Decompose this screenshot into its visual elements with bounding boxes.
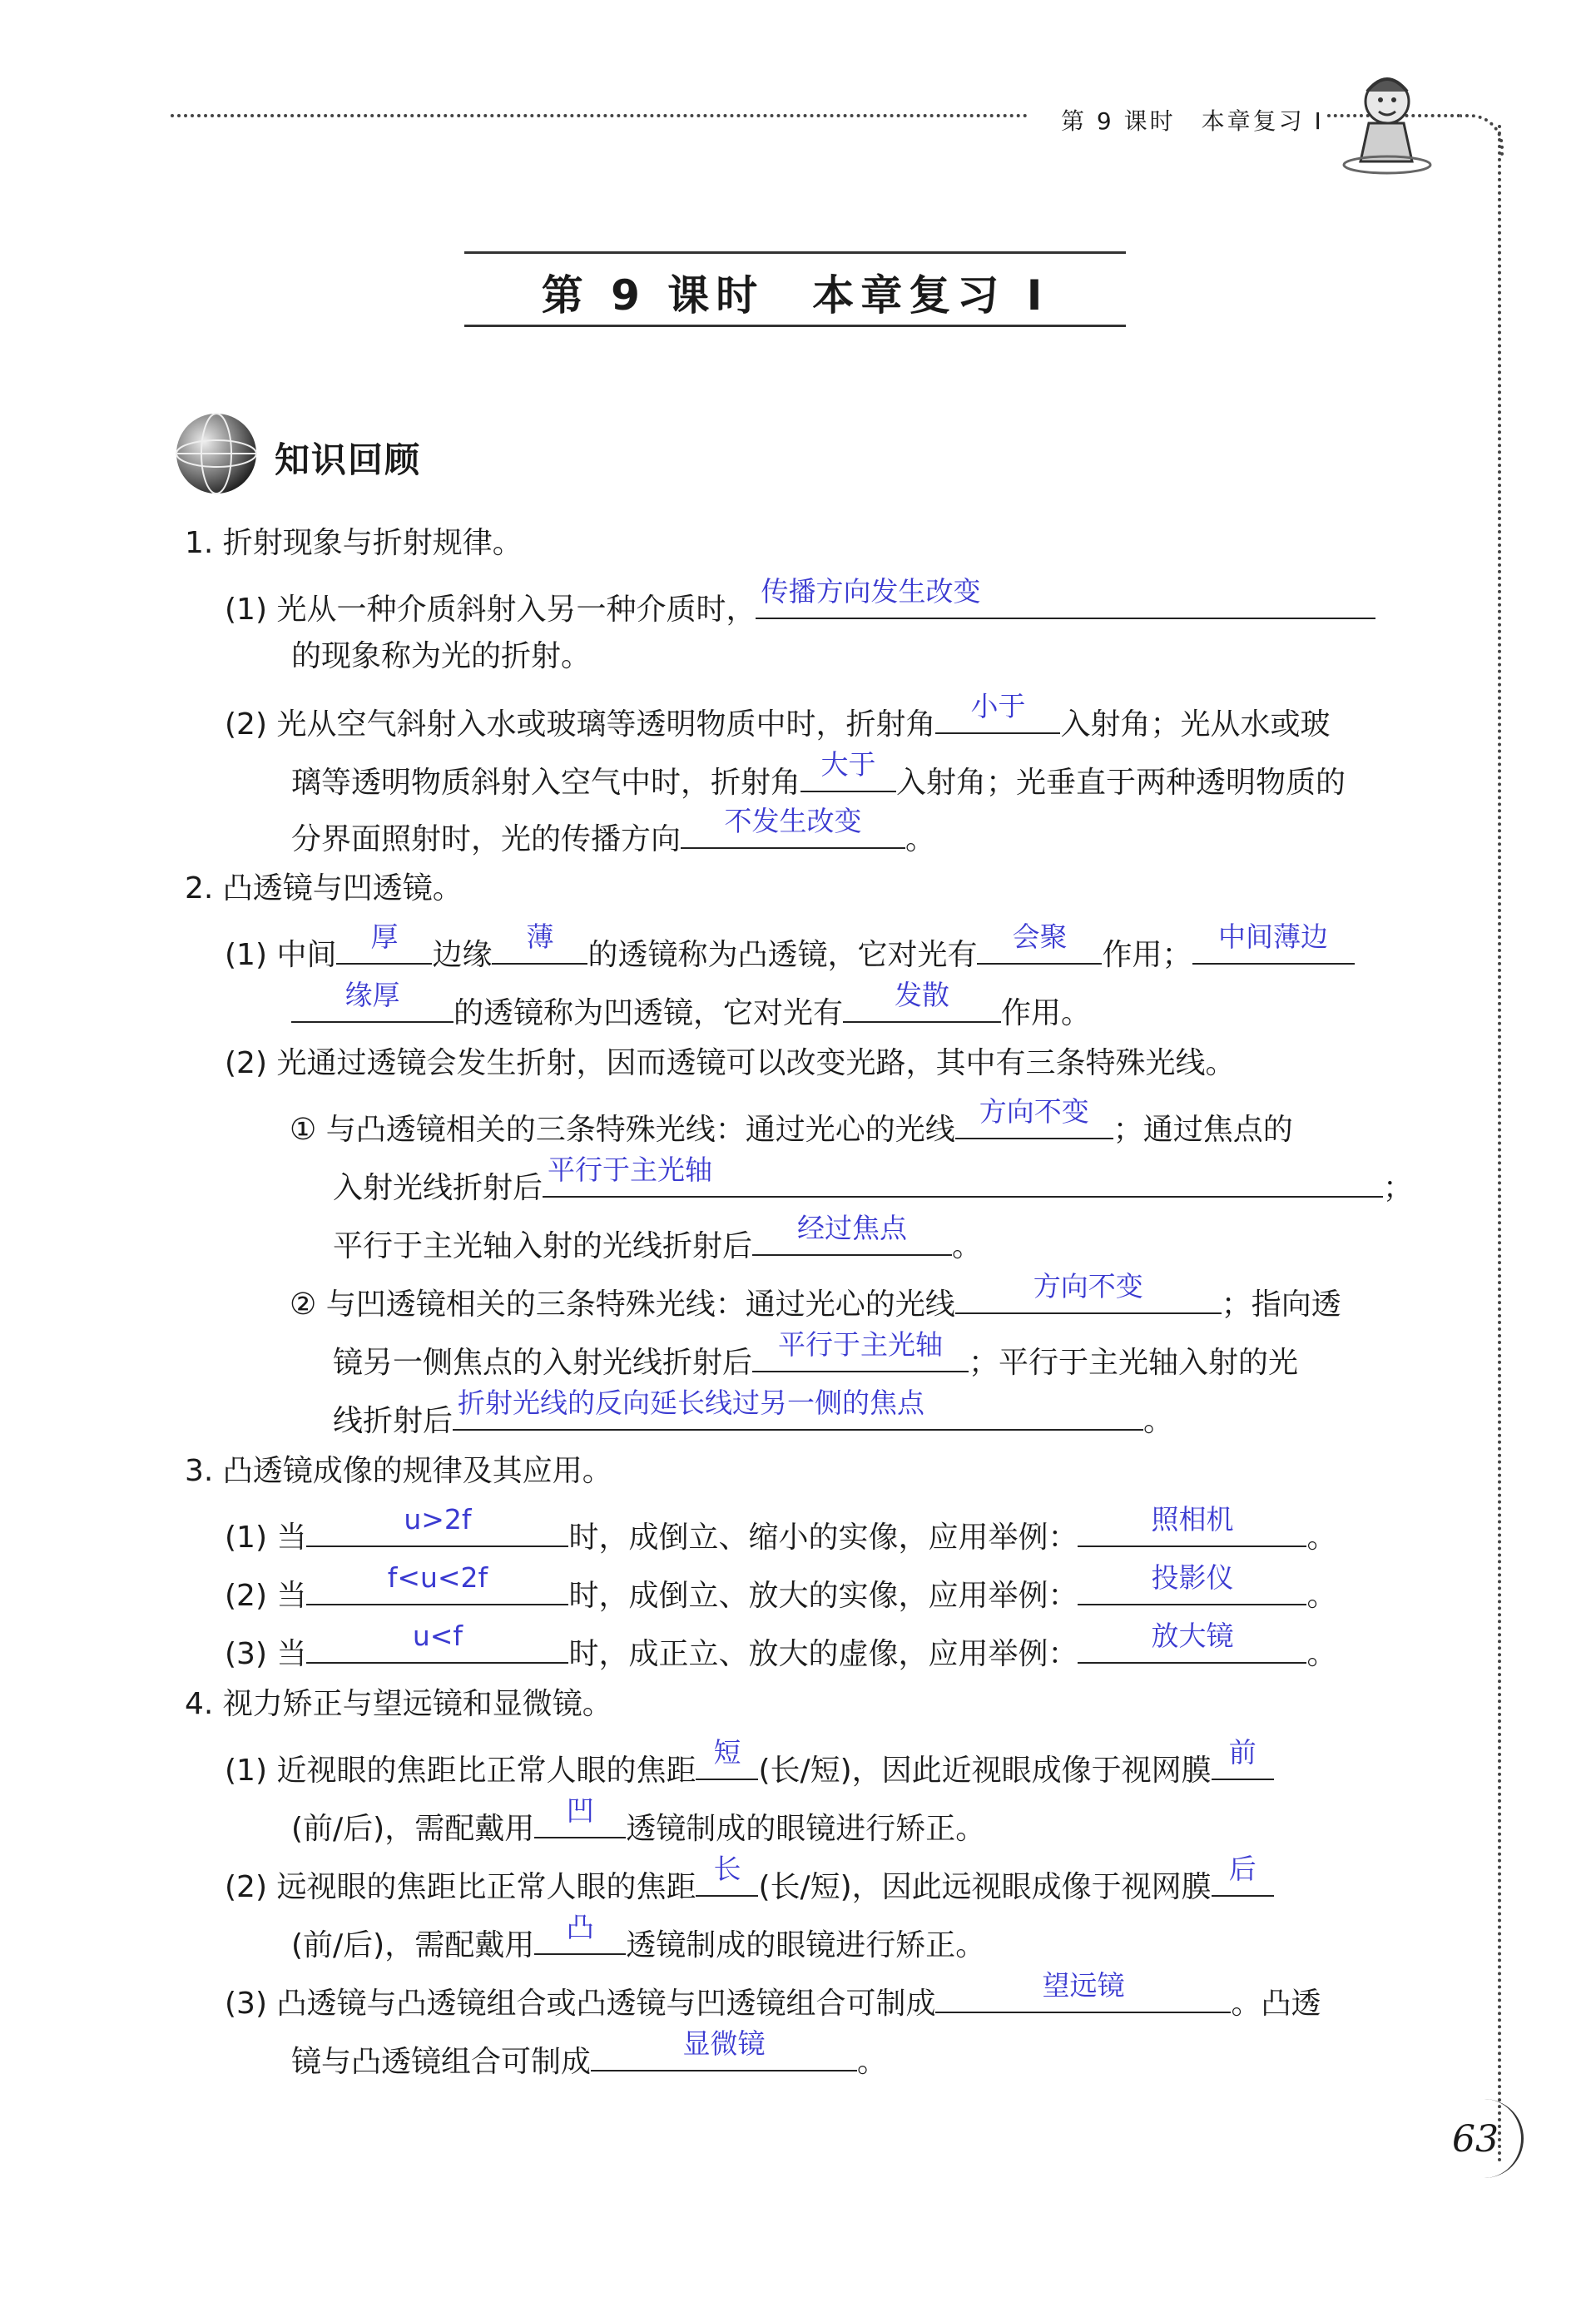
answer-blank: 厚 xyxy=(336,928,432,965)
q2-c2-line1: ② 与凹透镜相关的三条特殊光线：通过光心的光线 方向不变 ；指向透 xyxy=(290,1270,1341,1322)
q4-p1-line1: (1) 近视眼的焦距比正常人眼的焦距 短 (长/短)，因此近视眼成像于视网膜 前 xyxy=(225,1744,1274,1790)
answer-blank: 凸 xyxy=(534,1918,626,1955)
q3-row-2: (2) 当 f<u<2f 时，成倒立、放大的实像，应用举例： 投影仪 。 xyxy=(225,1561,1337,1613)
q1-p1-line2: 的现象称为光的折射。 xyxy=(291,639,592,673)
answer-blank: 薄 xyxy=(492,928,587,965)
answer-blank: 中间薄边 xyxy=(1192,928,1355,965)
answer-blank: 显微镜 xyxy=(591,2035,857,2071)
q1-title: 1. 折射现象与折射规律。 xyxy=(185,526,523,560)
answer-blank: 小于 xyxy=(935,697,1060,734)
answer-blank: 缘厚 xyxy=(291,986,454,1023)
answer-blank: 折射光线的反向延长线过另一侧的焦点 xyxy=(453,1394,1143,1431)
q4-p2-line2: (前/后)，需配戴用 凸 透镜制成的眼镜进行矫正。 xyxy=(291,1911,986,1962)
mascot-icon xyxy=(1336,68,1435,176)
answer-blank: f<u<2f xyxy=(306,1569,568,1605)
answer-blank: 大于 xyxy=(800,756,896,792)
answer-blank: 短 xyxy=(696,1744,758,1780)
answer-blank: 投影仪 xyxy=(1078,1569,1306,1605)
answer-blank: 照相机 xyxy=(1078,1511,1306,1547)
q1-p2-line1: (2) 光从空气斜射入水或玻璃等透明物质中时，折射角 小于 入射角；光从水或玻 xyxy=(225,690,1331,742)
q1-p2-line2: 璃等透明物质斜射入空气中时，折射角 大于 入射角；光垂直于两种透明物质的 xyxy=(291,748,1346,800)
answer-blank: u<f xyxy=(306,1627,568,1664)
q2-c2-line2: 镜另一侧焦点的入射光线折射后 平行于主光轴 ；平行于主光轴入射的光 xyxy=(333,1328,1299,1380)
running-header: 第 9 课时 本章复习 Ⅰ xyxy=(1061,107,1324,135)
answer-blank: 方向不变 xyxy=(955,1278,1222,1314)
q2-p2: (2) 光通过透镜会发生折射，因而透镜可以改变光路，其中有三条特殊光线。 xyxy=(225,1046,1236,1080)
answer-blank: 平行于主光轴 xyxy=(752,1336,969,1372)
q2-c1-line3: 平行于主光轴入射的光线折射后 经过焦点 。 xyxy=(333,1212,983,1263)
q2-p1-line2: 缘厚 的透镜称为凹透镜，它对光有 发散 作用。 xyxy=(291,986,1091,1033)
q2-c1-line1: ① 与凸透镜相关的三条特殊光线：通过光心的光线 方向不变 ；通过焦点的 xyxy=(290,1095,1293,1147)
globe-icon xyxy=(171,408,262,499)
q4-p3-line1: (3) 凸透镜与凸透镜组合或凸透镜与凹透镜组合可制成 望远镜 。凸透 xyxy=(225,1969,1321,2021)
q2-title: 2. 凸透镜与凹透镜。 xyxy=(185,871,463,905)
header-dotted-rule xyxy=(171,114,1028,117)
answer-blank: u>2f xyxy=(306,1511,568,1547)
answer-blank: 发散 xyxy=(843,986,1001,1023)
title-rule-top xyxy=(464,251,1126,254)
q4-p3-line2: 镜与凸透镜组合可制成 显微镜 。 xyxy=(291,2027,888,2079)
q3-row-3: (3) 当 u<f 时，成正立、放大的虚像，应用举例： 放大镜 。 xyxy=(225,1620,1337,1671)
answer-blank: 经过焦点 xyxy=(752,1219,952,1256)
answer-blank: 望远镜 xyxy=(935,1977,1231,2013)
q2-c1-line2: 入射光线折射后 平行于主光轴 ； xyxy=(333,1154,1414,1205)
answer-blank: 后 xyxy=(1212,1860,1274,1897)
q4-p1-line2: (前/后)，需配戴用 凹 透镜制成的眼镜进行矫正。 xyxy=(291,1794,986,1846)
q2-p1-line1: (1) 中间 厚 边缘 薄 的透镜称为凸透镜，它对光有 会聚 作用； 中间薄边 xyxy=(225,928,1355,975)
answer-blank: 方向不变 xyxy=(955,1103,1113,1139)
section-title: 知识回顾 xyxy=(275,439,422,480)
side-dotted-rule xyxy=(1498,125,1501,2164)
answer-blank: 不发生改变 xyxy=(681,812,905,849)
answer-blank: 放大镜 xyxy=(1078,1627,1306,1664)
q3-row-1: (1) 当 u>2f 时，成倒立、缩小的实像，应用举例： 照相机 。 xyxy=(225,1503,1337,1555)
answer-blank: 会聚 xyxy=(977,928,1102,965)
q2-c2-line3: 线折射后 折射光线的反向延长线过另一侧的焦点 。 xyxy=(333,1387,1174,1438)
q4-p2-line1: (2) 远视眼的焦距比正常人眼的焦距 长 (长/短)，因此远视眼成像于视网膜 后 xyxy=(225,1860,1274,1907)
q1-p2-line3: 分界面照射时，光的传播方向 不发生改变 。 xyxy=(291,805,936,856)
q4-title: 4. 视力矫正与望远镜和显微镜。 xyxy=(185,1687,612,1721)
title-rule-bottom xyxy=(464,325,1126,327)
answer-blank: 凹 xyxy=(534,1802,626,1838)
page-number: 63 xyxy=(1452,2118,1499,2161)
answer-blank: 长 xyxy=(696,1860,758,1897)
q3-title: 3. 凸透镜成像的规律及其应用。 xyxy=(185,1454,612,1488)
answer-blank: 平行于主光轴 xyxy=(543,1161,1383,1198)
answer-blank: 传播方向发生改变 xyxy=(756,583,1375,619)
q1-p1-line1: (1) 光从一种介质斜射入另一种介质时， 传播方向发生改变 xyxy=(225,583,1375,629)
page-title: 第 9 课时 本章复习 Ⅰ xyxy=(541,271,1049,320)
answer-blank: 前 xyxy=(1212,1744,1274,1780)
